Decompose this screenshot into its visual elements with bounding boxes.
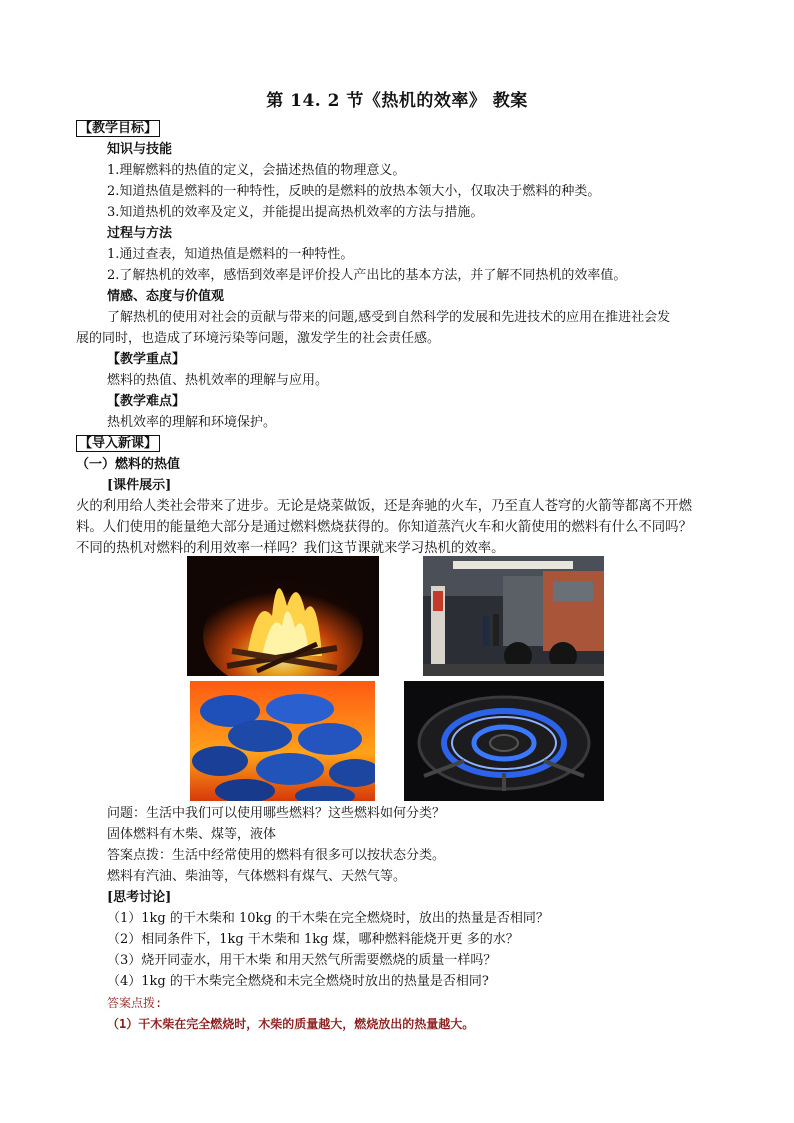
answer-label: 答案点拨:	[107, 996, 163, 1010]
knowledge-item-3: 3.知道热机的效率及定义，并能提出提高热机效率的方法与措施。	[107, 205, 484, 220]
page-title: 第 14. 2 节《热机的效率》 教案	[266, 91, 528, 111]
goals-header	[76, 120, 160, 138]
knowledge-heading: 知识与技能	[107, 142, 173, 157]
knowledge-item-1: 1.理解燃料的热值的定义，会描述热值的物理意义。	[107, 163, 406, 178]
section-heading: （一）燃料的热值	[76, 457, 181, 472]
intro-paragraph-line-1: 火的利用给人类社会带来了进步。无论是烧菜做饭，还是奔驰的火车，乃至直人苍穹的火箭等都离不开燃	[76, 499, 692, 514]
answer-line-3: 燃料有汽油、柴油等，气体燃料有煤气、天然气等。	[107, 869, 407, 884]
emotion-heading: 情感、态度与价值观	[107, 289, 225, 304]
answer-item-1: （1）干木柴在完全燃烧时，木柴的质量越大，燃烧放出的热量越大。	[107, 1017, 475, 1031]
key-points-text: 燃料的热值、热机效率的理解与应用。	[107, 373, 329, 388]
discussion-item-4: （4）1kg 的干木柴完全燃烧和未完全燃烧时放出的热量是否相同?	[107, 974, 489, 989]
discussion-item-1: （1）1kg 的干木柴和 10kg 的干木柴在完全燃烧时，放出的热量是否相同？	[107, 911, 549, 926]
discussion-item-2: （2）相同条件下，1kg 干木柴和 1kg 煤，哪种燃料能烧开更 多的水？	[107, 932, 519, 947]
process-item-2: 2.了解热机的效率，感悟到效率是评价投人产出比的基本方法，并了解不同热机的效率值。	[107, 268, 627, 283]
goals-header-label: 【教学目标】	[76, 120, 160, 137]
answer-line-1: 固体燃料有木柴、煤等，液体	[107, 827, 277, 842]
coal-briquettes-photo	[190, 681, 375, 801]
intro-header	[76, 435, 160, 453]
answer-line-2: 答案点拨：生活中经常使用的燃料有很多可以按状态分类。	[107, 848, 446, 863]
difficulties-text: 热机效率的理解和环境保护。	[107, 415, 277, 430]
intro-header-label: 【导入新课】	[76, 435, 160, 452]
difficulties-header: 【教学难点】	[107, 394, 186, 409]
campfire-photo	[187, 556, 379, 676]
discussion-item-3: （3）烧开同壶水，用干木柴 和用天然气所需要燃烧的质量一样吗？	[107, 953, 497, 968]
gas-stove-flame-photo	[404, 681, 604, 801]
question-line: 问题：生活中我们可以使用哪些燃料？这些燃料如何分类？	[107, 806, 446, 821]
key-points-header: 【教学重点】	[107, 352, 186, 367]
intro-paragraph-line-3: 不同的热机对燃料的利用效率一样吗？我们这节课就来学习热机的效率。	[76, 541, 505, 556]
emotion-line-2: 展的同时，也造成了环境污染等问题，激发学生的社会责任感。	[76, 331, 441, 346]
discussion-header: [思考讨论]	[107, 890, 172, 905]
courseware-label: [课件展示]	[107, 478, 172, 493]
emotion-line-1: 了解热机的使用对社会的贡献与带来的问题,感受到自然科学的发展和先进技术的应用在推进社会发	[107, 310, 671, 325]
process-item-1: 1.通过查表，知道热值是燃料的一种特性。	[107, 247, 354, 262]
truck-refuel-photo	[423, 556, 604, 676]
process-heading: 过程与方法	[107, 226, 173, 241]
intro-paragraph-line-2: 料。人们使用的能量绝大部分是通过燃料燃烧获得的。你知道蒸汽火车和火箭使用的燃料有什么不同吗？	[76, 520, 692, 535]
knowledge-item-2: 2.知道热值是燃料的一种特性，反映的是燃料的放热本领大小，仅取决于燃料的种类。	[107, 184, 601, 199]
